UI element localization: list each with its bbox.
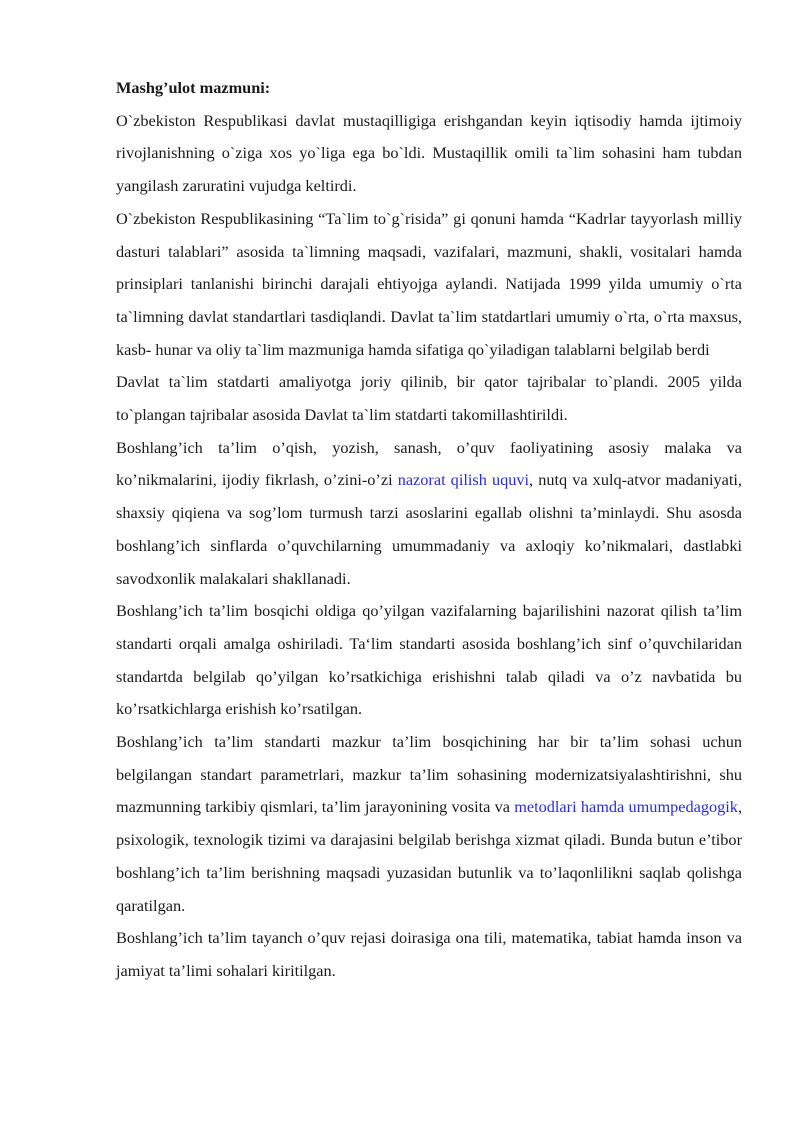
paragraph-6-text-a: Boshlang’ich ta’lim standarti mazkur ta’lim bosqichining har bir ta’lim sohasi uchun belgilangan standart parametrlari, mazkur ta’lim sohasining modernizatsiyalashtirishni, shu mazmunning tarkibiy qismlari, ta’lim jarayonining vosita va [116, 732, 742, 817]
paragraph-2: O`zbekiston Respublikasining “Ta`lim to`g`risida” gi qonuni hamda “Kadrlar tayyorlash milliy dasturi talablari” asosida ta`limning maqsadi, vazifalari, mazmuni, shakli, vositalari hamda prinsiplari tanlanishi birinchi darajali ehtiyojga aylandi. Natijada 1999 yilda umumiy o`rta ta`limning davlat standartlari tasdiqlandi. Davlat ta`lim statdartlari umumiy o`rta, o`rta maxsus, kasb- hunar va oliy ta`lim mazmuniga hamda sifatiga qo`yiladigan talablarni belgilab berdi [116, 208, 742, 359]
paragraph-6-text-b: , psixologik, texnologik tizimi va darajasini belgilab berishga xizmat qiladi. Bunda butun e’tibor boshlang’ich ta’lim berishning maqsadi yuzasidan butunlik va to’laqonlilikni saqlab qolishga qaratilgan. [116, 797, 743, 915]
paragraph-4 [116, 432, 742, 596]
link-metodlari-hamda-umumpedagogik[interactable]: metodlari hamda umumpedagogik [514, 797, 738, 817]
paragraph-1: O`zbekiston Respublikasi davlat mustaqilligiga erishgandan keyin iqtisodiy hamda ijtimoiy rivojlanishning o`ziga xos yo`liga ega bo`ldi. Mustaqillik omili ta`lim sohasini ham tubdan yangilash zaruratini vujudga keltirdi. [116, 110, 742, 196]
section-heading: Mashg’ulot mazmuni: [116, 78, 271, 97]
paragraph-4-text-b: , nutq va xulq-atvor madaniyati, shaxsiy qiqiena va sog’lom turmush tarzi asoslarini egallab olishni ta’minlaydi. Shu asosda boshlang’ich sinflarda o’quvchilarning umummadaniy va axloqiy ko’nikmalari, dastlabki savodxonlik malakalari shakllanadi. [116, 470, 742, 588]
paragraph-5: Boshlang’ich ta’lim bosqichi oldiga qo’yilgan vazifalarning bajarilishini nazorat qilish ta’lim standarti orqali amalga oshiriladi. Ta‘lim standarti asosida boshlang’ich sinf o’quvchilaridan standartda belgilab qo’yilgan ko’rsatkichiga erishishni talab qiladi va o’z navbatida bu ko’rsatkichlarga erishish ko’rsatilgan. [116, 601, 742, 719]
paragraph-6 [116, 726, 742, 922]
paragraph-3: Davlat ta`lim statdarti amaliyotga joriy qilinib, bir qator tajribalar to`plandi. 2005 yilda to`plangan tajribalar asosida Davlat ta`lim statdarti takomillashtirildi. [116, 372, 742, 425]
link-nazorat-qilish-uquvi[interactable]: nazorat qilish uquvi [397, 470, 530, 490]
paragraph-7: Boshlang’ich ta’lim tayanch o’quv rejasi doirasiga ona tili, matematika, tabiat hamda inson va jamiyat ta’limi sohalari kiritilgan. [116, 928, 742, 980]
paragraph-4-text-a: Boshlang’ich ta’lim o’qish, yozish, sanash, o’quv faoliyatining asosiy malaka va ko’nikmalarini, ijodiy fikrlash, o’zini-o’zi [116, 437, 742, 490]
document-page [116, 72, 742, 988]
